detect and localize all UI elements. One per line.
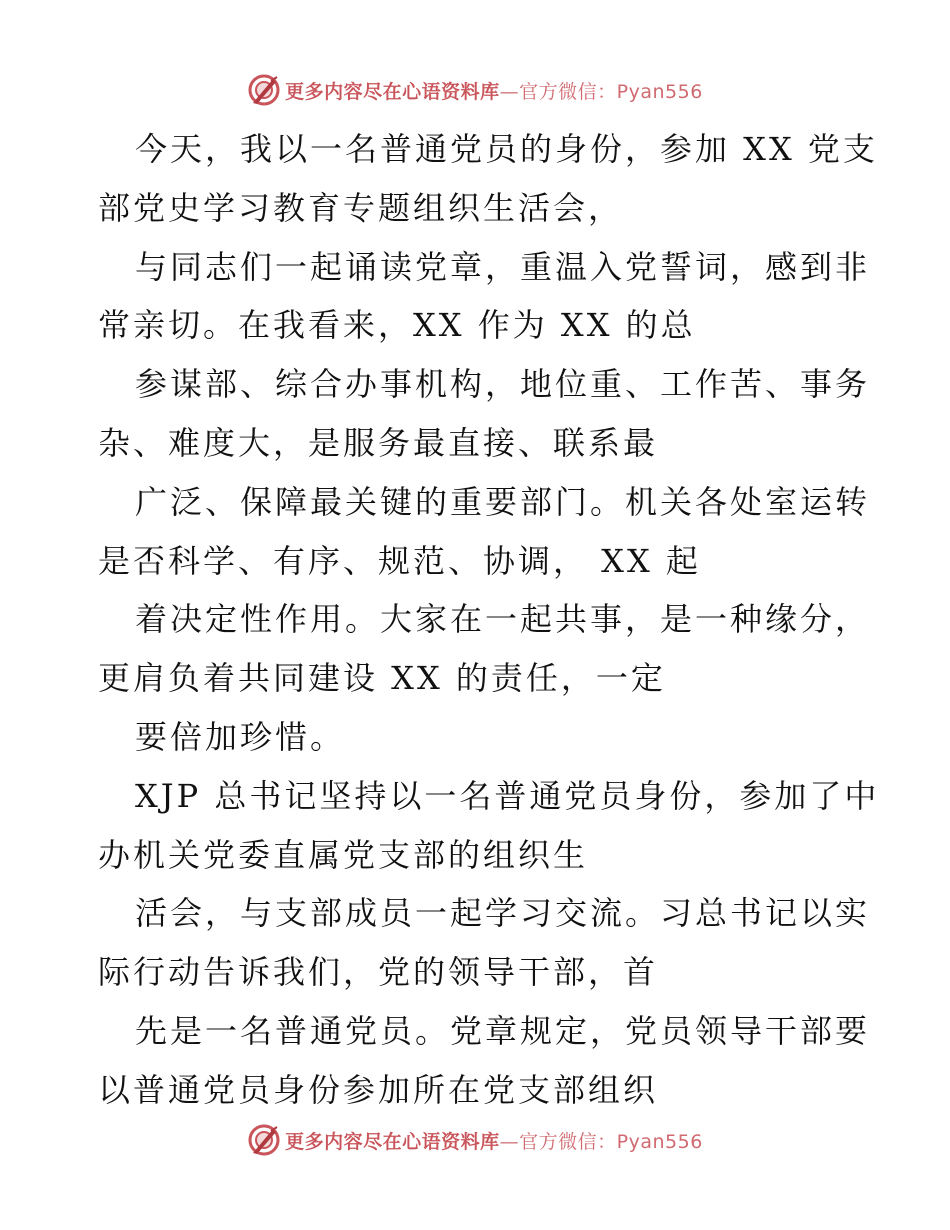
document-body: [98, 120, 880, 1120]
body-line: 杂、难度大，是服务最直接、联系最: [98, 423, 659, 462]
body-line: 参谋部、综合办事机构，地位重、工作苦、事务: [135, 365, 871, 404]
header-banner: [0, 70, 950, 110]
body-line: 活会，与支部成员一起学习交流。习总书记以实: [135, 894, 871, 933]
footer-banner-text: [285, 1127, 703, 1154]
body-line: 以普通党员身份参加所在党支部组织: [98, 1070, 659, 1109]
header-banner-wechat: 官方微信：Pyan556: [519, 80, 703, 103]
body-line: 广泛、保障最关键的重要部门。机关各处室运转: [135, 482, 871, 521]
footer-banner: [0, 1120, 950, 1160]
header-banner-text: [285, 77, 703, 104]
header-banner-main: 更多内容尽在心语资料库: [285, 80, 500, 103]
body-line: 着决定性作用。大家在一起共事，是一种缘分，: [135, 600, 871, 639]
quill-logo-icon: [247, 73, 281, 107]
body-line: 今天，我以一名普通党员的身份，参加 XX 党支: [135, 130, 878, 168]
body-line: 际行动告诉我们，党的领导干部，首: [98, 953, 659, 992]
footer-banner-dash: —: [499, 1130, 520, 1153]
body-line: 办机关党委直属党支部的组织生: [98, 835, 589, 874]
body-line: 常亲切。在我看来，XX 作为 XX 的总: [98, 306, 696, 345]
body-line: 与同志们一起诵读党章，重温入党誓词，感到非: [135, 247, 871, 286]
quill-logo-icon: [247, 1123, 281, 1157]
body-line: 是否科学、有序、规范、协调， XX 起: [98, 541, 701, 580]
body-line: 更肩负着共同建设 XX 的责任，一定: [98, 659, 666, 698]
body-line: XJP 总书记坚持以一名普通党员身份，参加了中: [135, 776, 880, 815]
body-line: 先是一名普通党员。党章规定，党员领导干部要: [135, 1011, 871, 1050]
body-line: 要倍加珍惜。: [135, 717, 346, 756]
body-line: 部党史学习教育专题组织生活会，: [98, 188, 624, 227]
footer-banner-wechat: 官方微信：Pyan556: [519, 1130, 703, 1153]
footer-banner-main: 更多内容尽在心语资料库: [285, 1130, 500, 1153]
header-banner-dash: —: [499, 80, 520, 103]
